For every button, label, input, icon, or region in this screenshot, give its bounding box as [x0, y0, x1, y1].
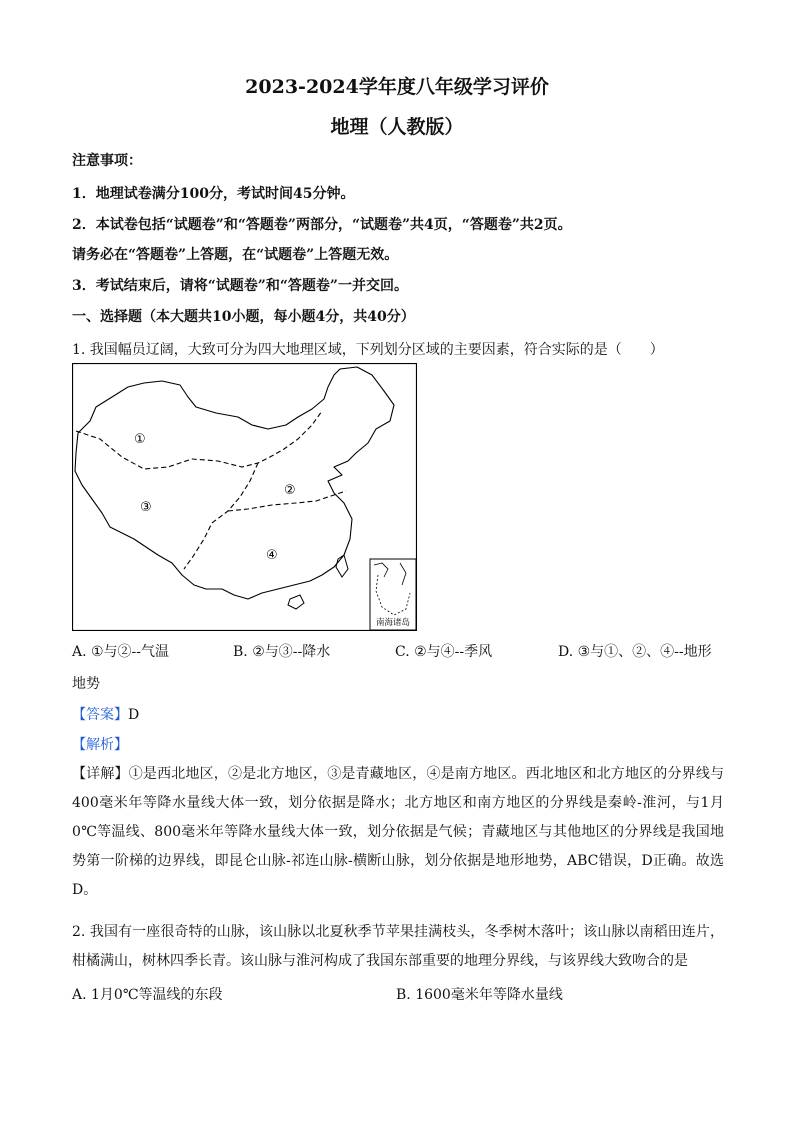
detail-tag: 【详解】 — [72, 766, 129, 782]
q1-detail — [72, 760, 724, 905]
q2-option-b: B. 1600毫米年等降水量线 — [396, 987, 563, 1003]
notes-heading: 注意事项： — [72, 153, 142, 169]
page-title: 2023-2024学年度八年级学习评价 — [245, 76, 549, 98]
q1-option-c: C. ②与④--季风 — [395, 644, 493, 660]
china-regions-map — [72, 363, 417, 631]
region-label-4: ④ — [266, 548, 278, 563]
region-label-1: ① — [134, 432, 146, 447]
notes-item-2-cont: 请务必在“答题卷”上答题，在“试题卷”上答题无效。 — [72, 247, 399, 263]
question-2-stem: 2. 我国有一座很奇特的山脉，该山脉以北夏秋季节苹果挂满枝头，冬季树木落叶；该山脉以南稻田连片，柑橘满山，树林四季长青。该山脉与淮河构成了我国东部重要的地理分界线，与该界线大致吻合的是 — [72, 924, 724, 969]
answer-tag: 【答案】 — [72, 707, 128, 723]
inset-label: 南海诸岛 — [375, 618, 411, 628]
section-heading: 一、选择题（本大题共10小题，每小题4分，共40分） — [72, 309, 415, 325]
q1-option-a: A. ①与②--气温 — [72, 644, 170, 660]
map-frame — [73, 364, 417, 631]
analysis-tag: 【解析】 — [72, 737, 128, 753]
region-label-3: ③ — [140, 500, 152, 515]
notes-item-3: 3．考试结束后，请将“试题卷”和“答题卷”一并交回。 — [72, 278, 408, 294]
question-1-stem: 1. 我国幅员辽阔，大致可分为四大地理区域，下列划分区域的主要因素，符合实际的是（ ） — [72, 342, 664, 358]
south-china-sea-inset — [370, 559, 416, 630]
detail-text: ①是西北地区，②是北方地区，③是青藏地区，④是南方地区。西北地区和北方地区的分界线与400毫米年等降水量线大体一致，划分依据是降水；北方地区和南方地区的分界线是秦岭-淮河，与1月0℃等温线、800毫米年等降水量线大体一致，划分依据是气候；青藏地区与其他地区的分界线是我国地势第一阶梯的边界线，即昆仑山脉-祁连山脉-横断山脉，划分依据是地形地势，ABC错误，D正确。故选D。 — [72, 766, 725, 898]
region-label-2: ② — [284, 483, 296, 498]
q2-option-a: A. 1月0℃等温线的东段 — [72, 987, 223, 1003]
page-subtitle: 地理（人教版） — [330, 116, 464, 138]
q1-option-d: D. ③与①、②、④--地形 — [558, 644, 712, 660]
q1-option-b: B. ②与③--降水 — [233, 644, 331, 660]
q1-option-d-wrap: 地势 — [72, 676, 100, 692]
answer-value: D — [128, 707, 140, 723]
notes-item-2: 2．本试卷包括“试题卷”和“答题卷”两部分，“试题卷”共4页，“答题卷”共2页。 — [72, 217, 572, 233]
q1-answer — [72, 704, 139, 724]
notes-item-1: 1．地理试卷满分100分，考试时间45分钟。 — [72, 186, 355, 202]
